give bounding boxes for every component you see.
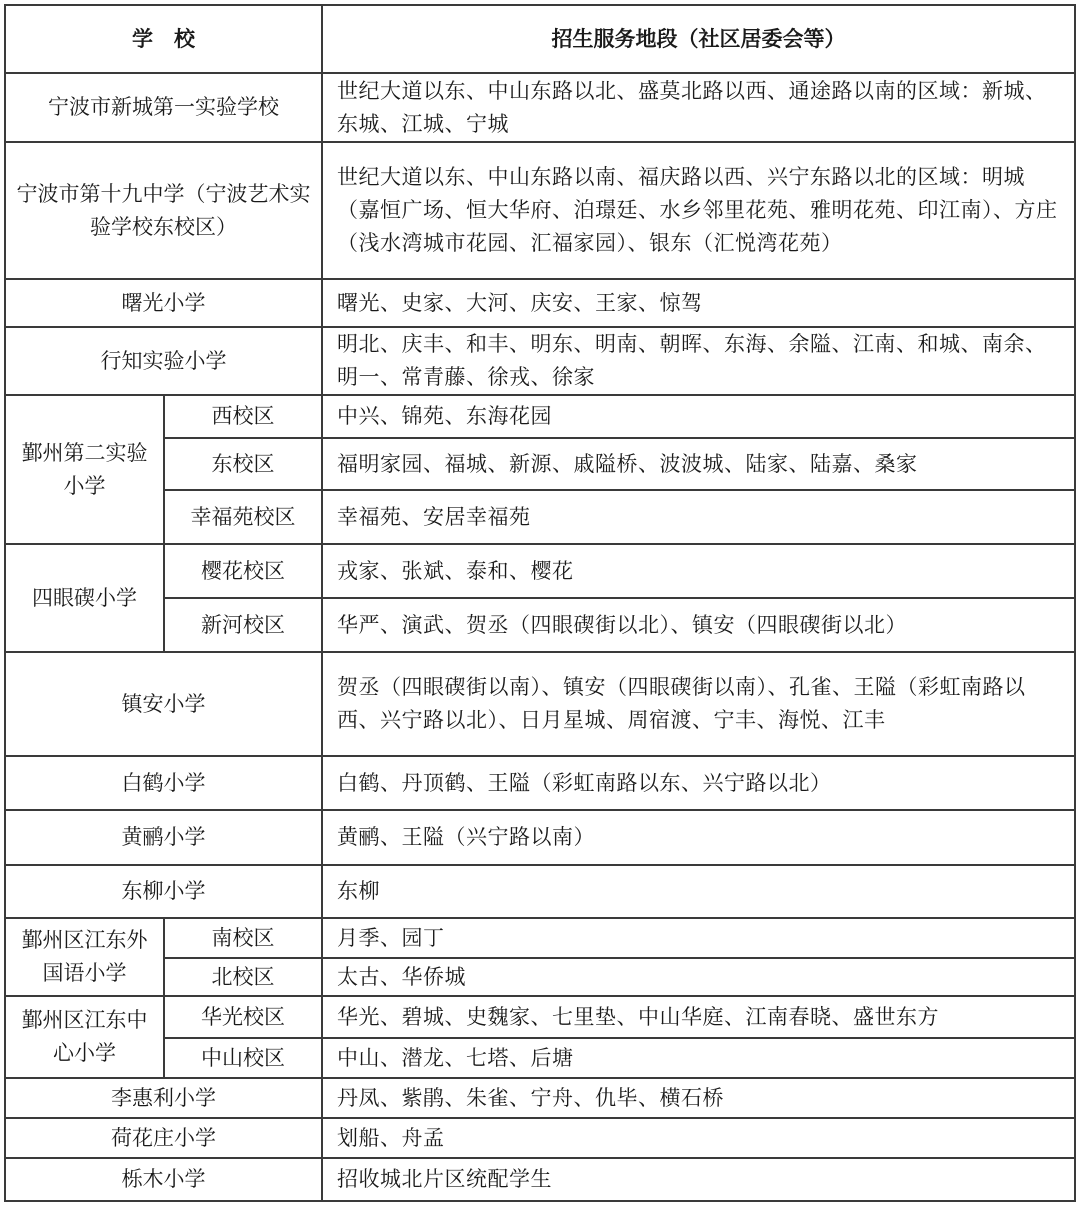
campus-cell: 东校区 bbox=[164, 438, 322, 490]
table-row bbox=[5, 996, 1075, 1038]
table-row bbox=[5, 279, 1075, 327]
district-cell: 白鹤、丹顶鹤、王隘（彩虹南路以东、兴宁路以北） bbox=[322, 756, 1075, 810]
school-cell: 栎木小学 bbox=[5, 1158, 322, 1201]
school-cell: 鄞州区江东外国语小学 bbox=[5, 918, 164, 996]
campus-cell: 北校区 bbox=[164, 958, 322, 996]
table-row bbox=[5, 73, 1075, 142]
school-cell: 宁波市新城第一实验学校 bbox=[5, 73, 322, 142]
district-cell: 月季、园丁 bbox=[322, 918, 1075, 958]
district-cell: 华光、碧城、史魏家、七里垫、中山华庭、江南春晓、盛世东方 bbox=[322, 996, 1075, 1038]
district-cell: 划船、舟孟 bbox=[322, 1118, 1075, 1158]
district-cell: 世纪大道以东、中山东路以北、盛莫北路以西、通途路以南的区域：新城、东城、江城、宁城 bbox=[322, 73, 1075, 142]
campus-cell: 南校区 bbox=[164, 918, 322, 958]
district-cell: 东柳 bbox=[322, 865, 1075, 918]
school-cell: 东柳小学 bbox=[5, 865, 322, 918]
school-cell: 白鹤小学 bbox=[5, 756, 322, 810]
table-row bbox=[5, 438, 1075, 490]
district-cell: 中兴、锦苑、东海花园 bbox=[322, 395, 1075, 438]
school-cell: 四眼碶小学 bbox=[5, 544, 164, 652]
table-row bbox=[5, 1038, 1075, 1078]
table-row bbox=[5, 544, 1075, 598]
table-row bbox=[5, 598, 1075, 652]
district-cell: 招收城北片区统配学生 bbox=[322, 1158, 1075, 1201]
school-cell: 荷花庄小学 bbox=[5, 1118, 322, 1158]
school-cell: 曙光小学 bbox=[5, 279, 322, 327]
table-header-row bbox=[5, 5, 1075, 73]
school-cell: 镇安小学 bbox=[5, 652, 322, 756]
school-cell: 鄞州第二实验小学 bbox=[5, 395, 164, 544]
table-row bbox=[5, 652, 1075, 756]
school-cell: 鄞州区江东中心小学 bbox=[5, 996, 164, 1078]
table-row bbox=[5, 1118, 1075, 1158]
district-cell: 明北、庆丰、和丰、明东、明南、朝晖、东海、余隘、江南、和城、南余、明一、常青藤、徐戎、徐家 bbox=[322, 327, 1075, 395]
district-cell: 太古、华侨城 bbox=[322, 958, 1075, 996]
table-row bbox=[5, 327, 1075, 395]
table-row bbox=[5, 958, 1075, 996]
campus-cell: 西校区 bbox=[164, 395, 322, 438]
campus-cell: 樱花校区 bbox=[164, 544, 322, 598]
school-cell: 黄鹂小学 bbox=[5, 810, 322, 865]
district-cell: 幸福苑、安居幸福苑 bbox=[322, 490, 1075, 544]
table-row bbox=[5, 1158, 1075, 1201]
district-cell: 黄鹂、王隘（兴宁路以南） bbox=[322, 810, 1075, 865]
school-cell: 宁波市第十九中学（宁波艺术实验学校东校区） bbox=[5, 142, 322, 279]
campus-cell: 中山校区 bbox=[164, 1038, 322, 1078]
district-cell: 中山、潜龙、七塔、后塘 bbox=[322, 1038, 1075, 1078]
campus-cell: 新河校区 bbox=[164, 598, 322, 652]
table-row bbox=[5, 142, 1075, 279]
district-cell: 福明家园、福城、新源、戚隘桥、波波城、陆家、陆嘉、桑家 bbox=[322, 438, 1075, 490]
table-row bbox=[5, 918, 1075, 958]
table-row bbox=[5, 1078, 1075, 1118]
table-row bbox=[5, 395, 1075, 438]
district-cell: 世纪大道以东、中山东路以南、福庆路以西、兴宁东路以北的区域：明城（嘉恒广场、恒大华府、泊璟廷、水乡邻里花苑、雅明花苑、印江南）、方庄（浅水湾城市花园、汇福家园）、银东（汇悦湾花苑） bbox=[322, 142, 1075, 279]
campus-cell: 华光校区 bbox=[164, 996, 322, 1038]
header-district: 招生服务地段（社区居委会等） bbox=[322, 5, 1075, 73]
school-cell: 行知实验小学 bbox=[5, 327, 322, 395]
enrollment-table bbox=[4, 4, 1076, 1202]
table-row bbox=[5, 865, 1075, 918]
table-row bbox=[5, 490, 1075, 544]
district-cell: 戎家、张斌、泰和、樱花 bbox=[322, 544, 1075, 598]
header-school: 学 校 bbox=[5, 5, 322, 73]
district-cell: 丹凤、紫鹃、朱雀、宁舟、仇毕、横石桥 bbox=[322, 1078, 1075, 1118]
district-cell: 贺丞（四眼碶街以南）、镇安（四眼碶街以南）、孔雀、王隘（彩虹南路以西、兴宁路以北）、日月星城、周宿渡、宁丰、海悦、江丰 bbox=[322, 652, 1075, 756]
table-row bbox=[5, 810, 1075, 865]
district-cell: 曙光、史家、大河、庆安、王家、惊驾 bbox=[322, 279, 1075, 327]
table-row bbox=[5, 756, 1075, 810]
campus-cell: 幸福苑校区 bbox=[164, 490, 322, 544]
district-cell: 华严、演武、贺丞（四眼碶街以北）、镇安（四眼碶街以北） bbox=[322, 598, 1075, 652]
school-cell: 李惠利小学 bbox=[5, 1078, 322, 1118]
